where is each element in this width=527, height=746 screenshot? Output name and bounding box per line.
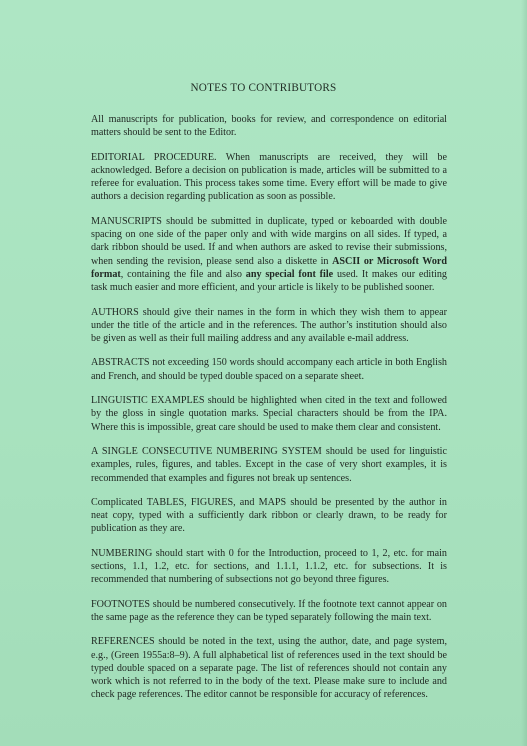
text-segment: All manuscripts for publication, books for review, and correspondence on editorial matters should be sent to the Editor.	[91, 114, 447, 139]
paragraph	[91, 635, 447, 701]
text-segment: Complicated TABLES, FIGURES, and MAPS should be presented by the author in neat copy, typed with a sufficiently dark ribbon or clearly drawn, to be ready for publication as they are.	[91, 496, 447, 535]
page-title: NOTES TO CONTRIBUTORS	[190, 82, 337, 94]
paragraph	[91, 306, 447, 346]
paragraph	[91, 151, 447, 204]
text-segment: AUTHORS should give their names in the form in which they wish them to appear under the title of the article and in the references. The author’s institution should also be given as well as their full mailing address and any available e-mail address.	[91, 306, 447, 345]
paragraph	[91, 598, 447, 625]
bold-text: ASCII or Microsoft Word format	[91, 255, 448, 280]
text-segment: FOOTNOTES should be numbered consecutively. If the footnote text cannot appear on the same page as the reference they can be typed separately following the main text.	[91, 598, 447, 623]
paragraph	[91, 496, 447, 536]
text-segment: EDITORIAL PROCEDURE. When manuscripts are received, they will be acknowledged. Before a decision on publication is made, articles will be submitted to a referee for evaluation. This process takes some time. Every effort will be made to give authors a decision regarding publication as soon as possible.	[91, 151, 447, 203]
notes-body	[91, 113, 447, 713]
bold-text: any special font file	[245, 268, 334, 280]
paragraph	[91, 547, 447, 587]
text-segment: MANUSCRIPTS should be submitted in duplicate, typed or keboarded with double spacing on one side of the paper only and with wide margins on all sides. If typed, a dark ribbon should be used. If and when authors are asked to revise their submissions, when sending the revision, please send also a diskette in	[91, 215, 447, 267]
text-segment: LINGUISTIC EXAMPLES should be highlighted when cited in the text and followed by the gloss in single quotation marks. Special characters should be from the IPA. Where this is impossible, great care should be used to make them clear and consistent.	[91, 395, 447, 433]
text-segment: NUMBERING should start with 0 for the Introduction, proceed to 1, 2, etc. for main sections, 1.1, 1.2, etc. for sections, and 1.1.1, 1.1.2, etc. for subsections. It is recommended that numbering of subsections not go beyond three figures.	[91, 547, 447, 586]
paragraph	[91, 445, 447, 485]
text-segment: used. It makes our editing task much easier and more efficient, and your article is likely to be published sooner.	[91, 268, 447, 294]
text-segment: ABSTRACTS not exceeding 150 words should accompany each article in both English and French, and should be typed double spaced on a separate sheet.	[91, 357, 447, 382]
paragraph	[91, 394, 447, 434]
text-segment: , containing the file and also	[120, 268, 246, 280]
paragraph	[91, 113, 447, 140]
text-segment: A SINGLE CONSECUTIVE NUMBERING SYSTEM should be used for linguistic examples, rules, figures, and tables. Except in the case of very short examples, it is recommended that examples and figures not break up sentences.	[91, 445, 447, 484]
paragraph	[91, 215, 447, 295]
text-segment: REFERENCES should be noted in the text, using the author, date, and page system, e.g., (Green 1955a:8–9). A full alphabetical list of references used in the text should be typed double spaced on a separate page. The list of references should not contain any work which is not referred to in the body of the text. Please make sure to include and check page references. The editor cannot be responsible for accuracy of references.	[91, 636, 447, 701]
paragraph	[91, 356, 447, 383]
